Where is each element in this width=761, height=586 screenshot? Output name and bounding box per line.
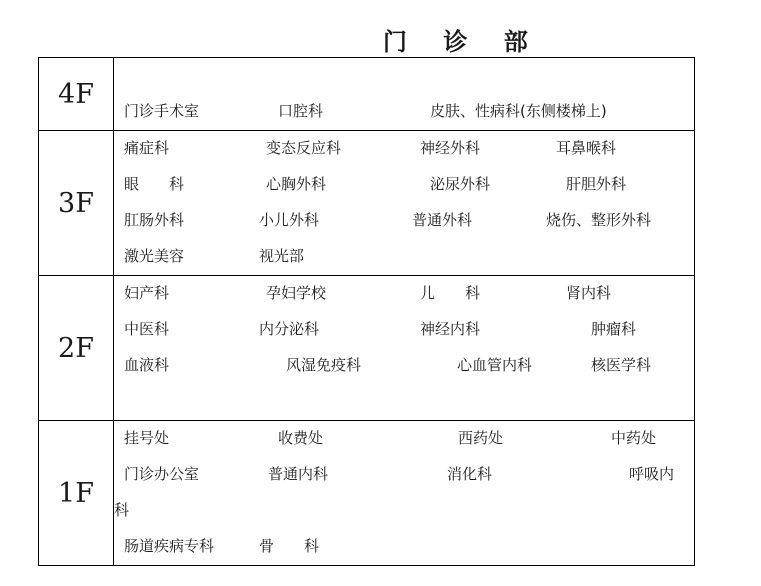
floor-row-4f — [39, 58, 695, 131]
department-item: 西药处 — [458, 429, 504, 447]
department-item: 孕妇学校 — [266, 284, 327, 302]
department-item: 呼吸内 — [629, 465, 675, 483]
floor-row-1f — [39, 421, 695, 566]
department-item: 中医科 — [124, 320, 170, 338]
department-item: 神经内科 — [420, 320, 481, 338]
department-item: 消化科 — [447, 465, 493, 483]
department-item: 烧伤、整形外科 — [546, 211, 652, 229]
department-item: 眼 科 — [124, 175, 185, 193]
department-item: 肿瘤科 — [591, 320, 637, 338]
department-cell — [114, 421, 695, 566]
department-item: 心胸外科 — [266, 175, 327, 193]
floor-row-2f — [39, 276, 695, 421]
floor-directory-table — [38, 57, 695, 566]
department-item: 耳鼻喉科 — [556, 139, 617, 157]
floor-label: 1F — [39, 421, 114, 566]
department-item: 门诊手术室 — [124, 102, 200, 120]
department-item: 风湿免疫科 — [286, 356, 362, 374]
department-item: 收费处 — [278, 429, 324, 447]
department-item: 血液科 — [124, 356, 170, 374]
department-item: 内分泌科 — [259, 320, 320, 338]
department-item: 泌尿外科 — [430, 175, 491, 193]
department-item: 普通外科 — [412, 211, 473, 229]
floor-row-3f — [39, 131, 695, 276]
department-item: 核医学科 — [591, 356, 652, 374]
department-item: 骨 科 — [259, 537, 320, 555]
department-cell — [114, 131, 695, 276]
department-item: 神经外科 — [420, 139, 481, 157]
department-item: 科 — [114, 501, 130, 519]
department-item: 肛肠外科 — [124, 211, 185, 229]
department-item: 视光部 — [259, 247, 305, 265]
department-item: 激光美容 — [124, 247, 185, 265]
department-item: 变态反应科 — [266, 139, 342, 157]
floor-label: 3F — [39, 131, 114, 276]
department-item: 小儿外科 — [259, 211, 320, 229]
department-item: 皮肤、性病科(东侧楼梯上) — [430, 102, 607, 120]
department-item: 肠道疾病专科 — [124, 537, 215, 555]
department-cell — [114, 276, 695, 421]
department-cell — [114, 58, 695, 131]
department-item: 痛症科 — [124, 139, 170, 157]
department-item: 肝胆外科 — [566, 175, 627, 193]
department-item: 中药处 — [611, 429, 657, 447]
department-item: 心血管内科 — [457, 356, 533, 374]
department-item: 肾内科 — [566, 284, 612, 302]
floor-label: 2F — [39, 276, 114, 421]
page-title: 门 诊 部 — [383, 27, 542, 56]
floor-label: 4F — [39, 58, 114, 131]
department-item: 门诊办公室 — [124, 465, 200, 483]
department-item: 挂号处 — [124, 429, 170, 447]
department-item: 妇产科 — [124, 284, 170, 302]
department-item: 儿 科 — [420, 284, 481, 302]
department-item: 普通内科 — [268, 465, 329, 483]
department-item: 口腔科 — [278, 102, 324, 120]
